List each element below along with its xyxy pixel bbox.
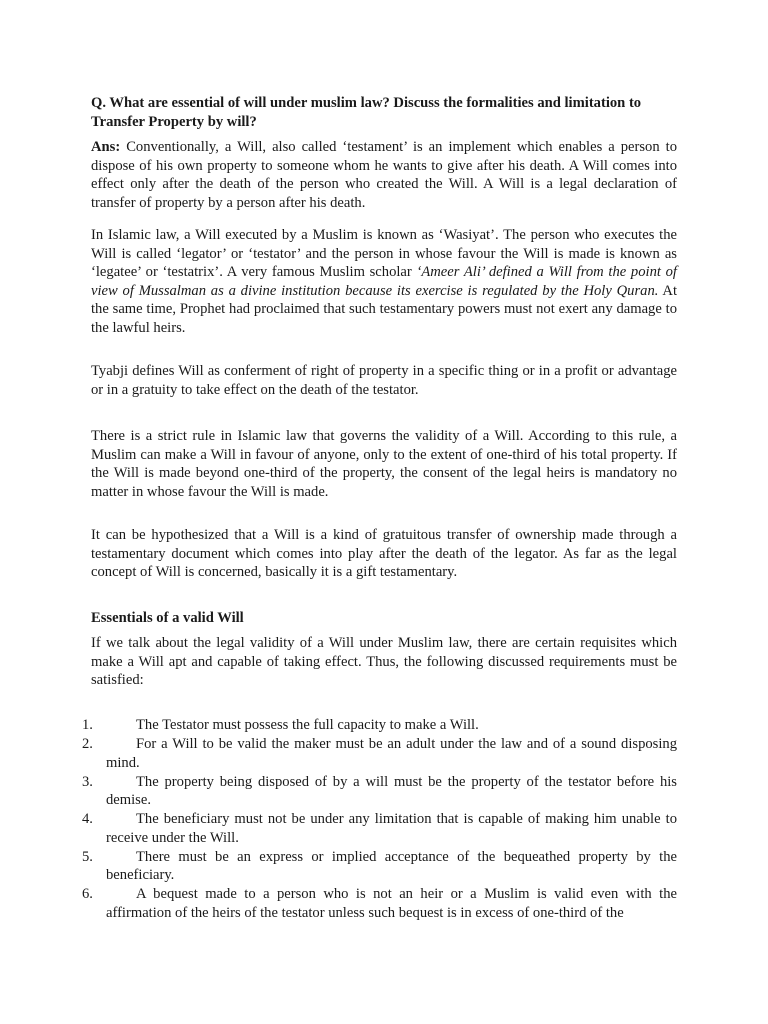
strict-rule-paragraph (91, 427, 677, 501)
answer-text: Conventionally, a Will, also called ‘testament’ is an implement which enables a person to dispose of his own property to someone whom he wants to give after his death. A Will comes into effect only after the death of the person who created the Will. A Will is a legal declaration of transfer of property by a person after his death. (91, 139, 677, 211)
wasiyat-paragraph (91, 226, 677, 338)
list-item-number: 6. (82, 886, 93, 903)
essentials-heading (91, 609, 677, 628)
list-item-number: 2. (82, 735, 93, 752)
list-item (82, 810, 677, 847)
list-item-number: 5. (82, 848, 93, 865)
wasiyat-text-before: In Islamic law, a Will executed by a Muslim is known as ‘Wasiyat’. The person who executes the Will is called ‘legator’ or ‘testator’ and the person in whose favour the Will is made is known as ‘legatee’ or ‘testatrix’. A very famous Muslim scholar (91, 227, 677, 281)
list-item-number: 3. (82, 773, 93, 790)
list-item (82, 848, 677, 885)
list-item-text: The beneficiary must not be under any limitation that is capable of making him unable to receive under the Will. (106, 811, 677, 846)
question-text: Q. What are essential of will under muslim law? Discuss the formalities and limitation to Transfer Property by will? (91, 95, 642, 130)
requirements-list (82, 716, 677, 923)
ameer-ali-quote: ‘Ameer Ali’ defined a Will from the point of view of Mussalman as a divine institution because its exercise is regulated by the Holy Quran. (91, 264, 677, 299)
answer-paragraph (91, 138, 677, 212)
list-item-text: For a Will to be valid the maker must be an adult under the law and of a sound disposing mind. (106, 735, 677, 771)
list-item-number: 4. (82, 811, 93, 828)
wasiyat-text-after: At the same time, Prophet had proclaimed that such testamentary powers must not exert any damage to the lawful heirs. (91, 282, 677, 336)
answer-label: Ans: (91, 139, 121, 155)
essentials-heading-text: Essentials of a valid Will (91, 610, 244, 626)
legal-validity-paragraph (91, 634, 677, 690)
hypothesis-text: It can be hypothesized that a Will is a kind of gratuitous transfer of ownership made through a testamentary document which comes into play after the death of the legator. As far as the legal concept of Will is concerned, basically it is a gift testamentary. (91, 527, 677, 581)
list-item-text: A bequest made to a person who is not an heir or a Muslim is valid even with the affirmation of the heirs of the testator unless such bequest is in excess of one-third of the (106, 886, 677, 921)
tyabji-text: Tyabji defines Will as conferment of right of property in a specific thing or in a profit or advantage or in a gratuity to take effect on the death of the testator. (91, 363, 677, 398)
question-heading (91, 94, 677, 131)
strict-rule-text: There is a strict rule in Islamic law that governs the validity of a Will. According to this rule, a Muslim can make a Will in favour of anyone, only to the extent of one-third of his total property. If the Will is made beyond one-third of the property, the consent of the legal heirs is mandatory no matter in whose favour the Will is made. (91, 428, 677, 500)
tyabji-paragraph (91, 362, 677, 399)
list-item (82, 716, 677, 735)
list-item-text: There must be an express or implied acceptance of the bequeathed property by the beneficiary. (106, 848, 677, 884)
list-item-text: The property being disposed of by a will must be the property of the testator before his demise. (106, 773, 677, 809)
list-item-text: The Testator must possess the full capacity to make a Will. (136, 717, 479, 733)
hypothesis-paragraph (91, 526, 677, 582)
list-item (82, 885, 677, 922)
list-item (82, 735, 677, 772)
list-item-number: 1. (82, 717, 93, 733)
legal-validity-text: If we talk about the legal validity of a Will under Muslim law, there are certain requisites which make a Will apt and capable of taking effect. Thus, the following discussed requirements must be satisfied: (91, 635, 677, 689)
list-item (82, 773, 677, 810)
